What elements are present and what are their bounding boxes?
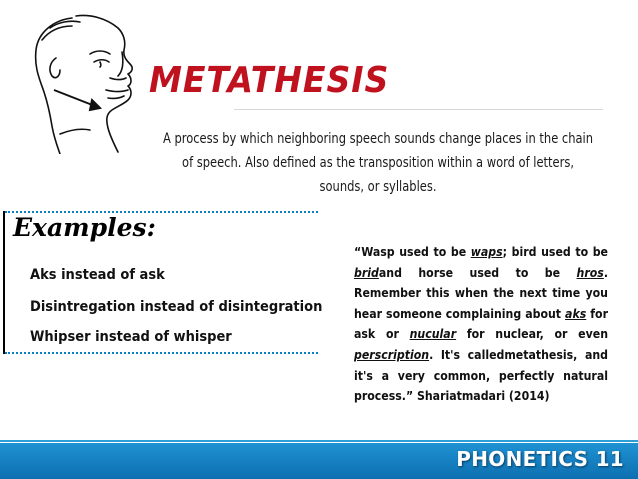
quote-emphasis: nucular	[409, 327, 457, 342]
examples-box	[3, 211, 323, 354]
definition-text: A process by which neighboring speech sounds change places in the chain of speech. Also defined as the transposition within a word of letters, sounds, or syllables.	[162, 131, 594, 195]
quote-part: and horse used to be	[378, 265, 577, 280]
quote-part: ; bird used to be	[502, 245, 608, 259]
face-illustration	[14, 6, 154, 154]
face-side-profile-icon	[14, 6, 154, 154]
examples-heading: Examples:	[13, 213, 156, 242]
footer-label: PHONETICS 11	[456, 447, 624, 471]
quote-emphasis: brid	[354, 265, 379, 280]
quote-part: . Remember this when the next time you hear someone complaining about	[354, 265, 608, 321]
example-item: Disintregation instead of disintegration	[30, 299, 323, 315]
slide-title: METATHESIS	[149, 60, 390, 101]
example-item: Whipser instead of whisper	[30, 329, 232, 345]
quote-emphasis: waps	[470, 245, 503, 259]
quote-emphasis: hros	[576, 265, 604, 280]
footer-divider	[0, 440, 638, 442]
quote-part: . It's calledmetathesis, and it's a very common, perfectly natural process.” Shariatmadari (2014)	[354, 347, 608, 404]
quote-text	[354, 242, 608, 407]
quote-emphasis: perscription	[354, 347, 430, 362]
quote-part: for ask or	[354, 306, 608, 342]
quote-part: for nuclear, or even	[456, 327, 608, 342]
example-item: Aks instead of ask	[30, 267, 165, 283]
footer-bar	[0, 443, 638, 479]
quote-emphasis: aks	[565, 306, 587, 321]
quote-part: “Wasp used to be	[354, 245, 471, 259]
title-divider	[234, 109, 603, 110]
